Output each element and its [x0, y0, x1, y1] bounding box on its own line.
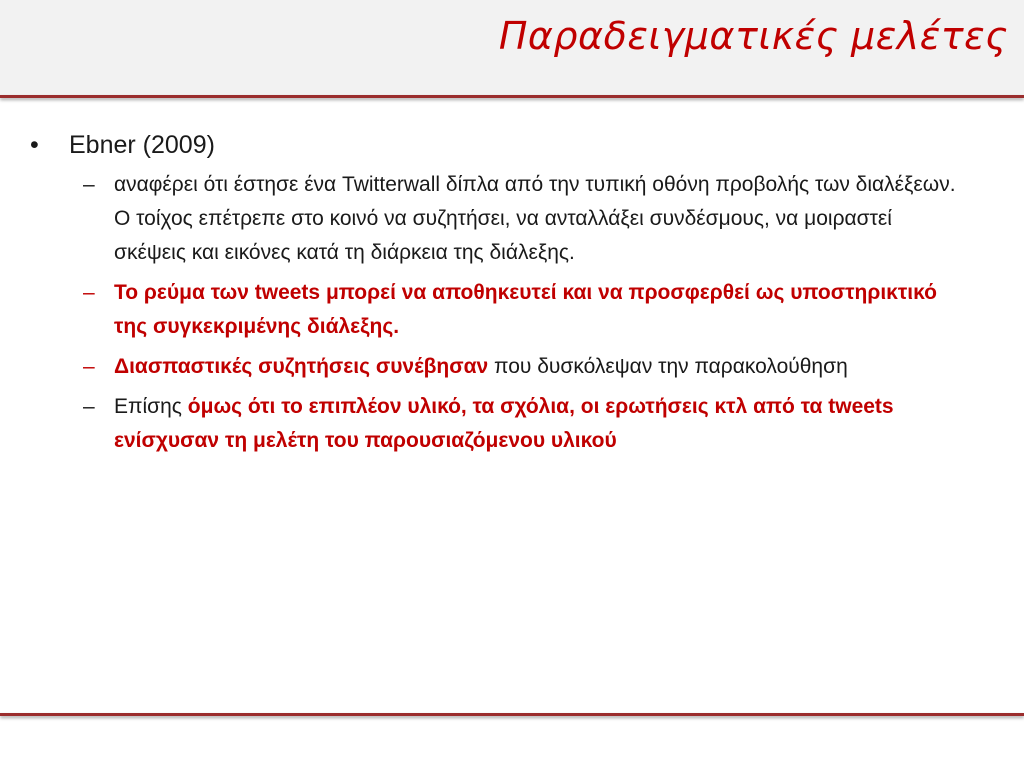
subpoint-dash: –	[83, 395, 95, 418]
bullet-text: Ebner (2009)	[69, 131, 215, 159]
subpoint-highlight: όμως ότι το επιπλέον υλικό, τα σχόλια, οι ερωτήσεις κτλ από τα tweets ενίσχυσαν τη μελέτη του παρουσιαζόμενου υλικού	[114, 395, 894, 452]
bullet-ebner	[0, 124, 1024, 166]
subpoint-highlight: Διασπαστικές συζητήσεις συνέβησαν	[114, 355, 489, 378]
subpoint-text: που δυσκόλεψαν την παρακολούθηση	[488, 355, 848, 378]
subpoint-dash: –	[83, 173, 95, 196]
subpoint-text: αναφέρει ότι έστησε ένα Twitterwall δίπλα από την τυπική οθόνη προβολής των διαλέξεων. Ο τοίχος επέτρεπε στο κοινό να συζητήσει, να ανταλλάξει συνδέσμους, να μοιραστεί σκέψεις και εικόνες κατά τη διάρκεια της διάλεξης.	[114, 173, 956, 264]
slide-content	[0, 124, 1024, 464]
subpoint-list	[0, 168, 1024, 458]
slide-header	[0, 0, 1024, 95]
subpoint-disruptive-discussions	[0, 350, 1024, 384]
subpoint-extra-material	[0, 390, 1024, 458]
subpoint-text: Επίσης	[114, 395, 188, 418]
subpoint-tweet-stream	[0, 276, 1024, 344]
subpoint-dash: –	[83, 355, 95, 378]
subpoint-highlight: Το ρεύμα των tweets μπορεί να αποθηκευτεί και να προσφερθεί ως υποστηρικτικό της συγκεκριμένης διάλεξης.	[114, 281, 937, 338]
subpoint-dash: –	[83, 281, 95, 304]
header-divider	[0, 95, 1024, 98]
footer-divider	[0, 713, 1024, 716]
subpoint-twitterwall	[0, 168, 1024, 270]
bullet-marker: •	[30, 131, 39, 159]
slide-title: Παραδειγματικές μελέτες	[498, 14, 1008, 58]
